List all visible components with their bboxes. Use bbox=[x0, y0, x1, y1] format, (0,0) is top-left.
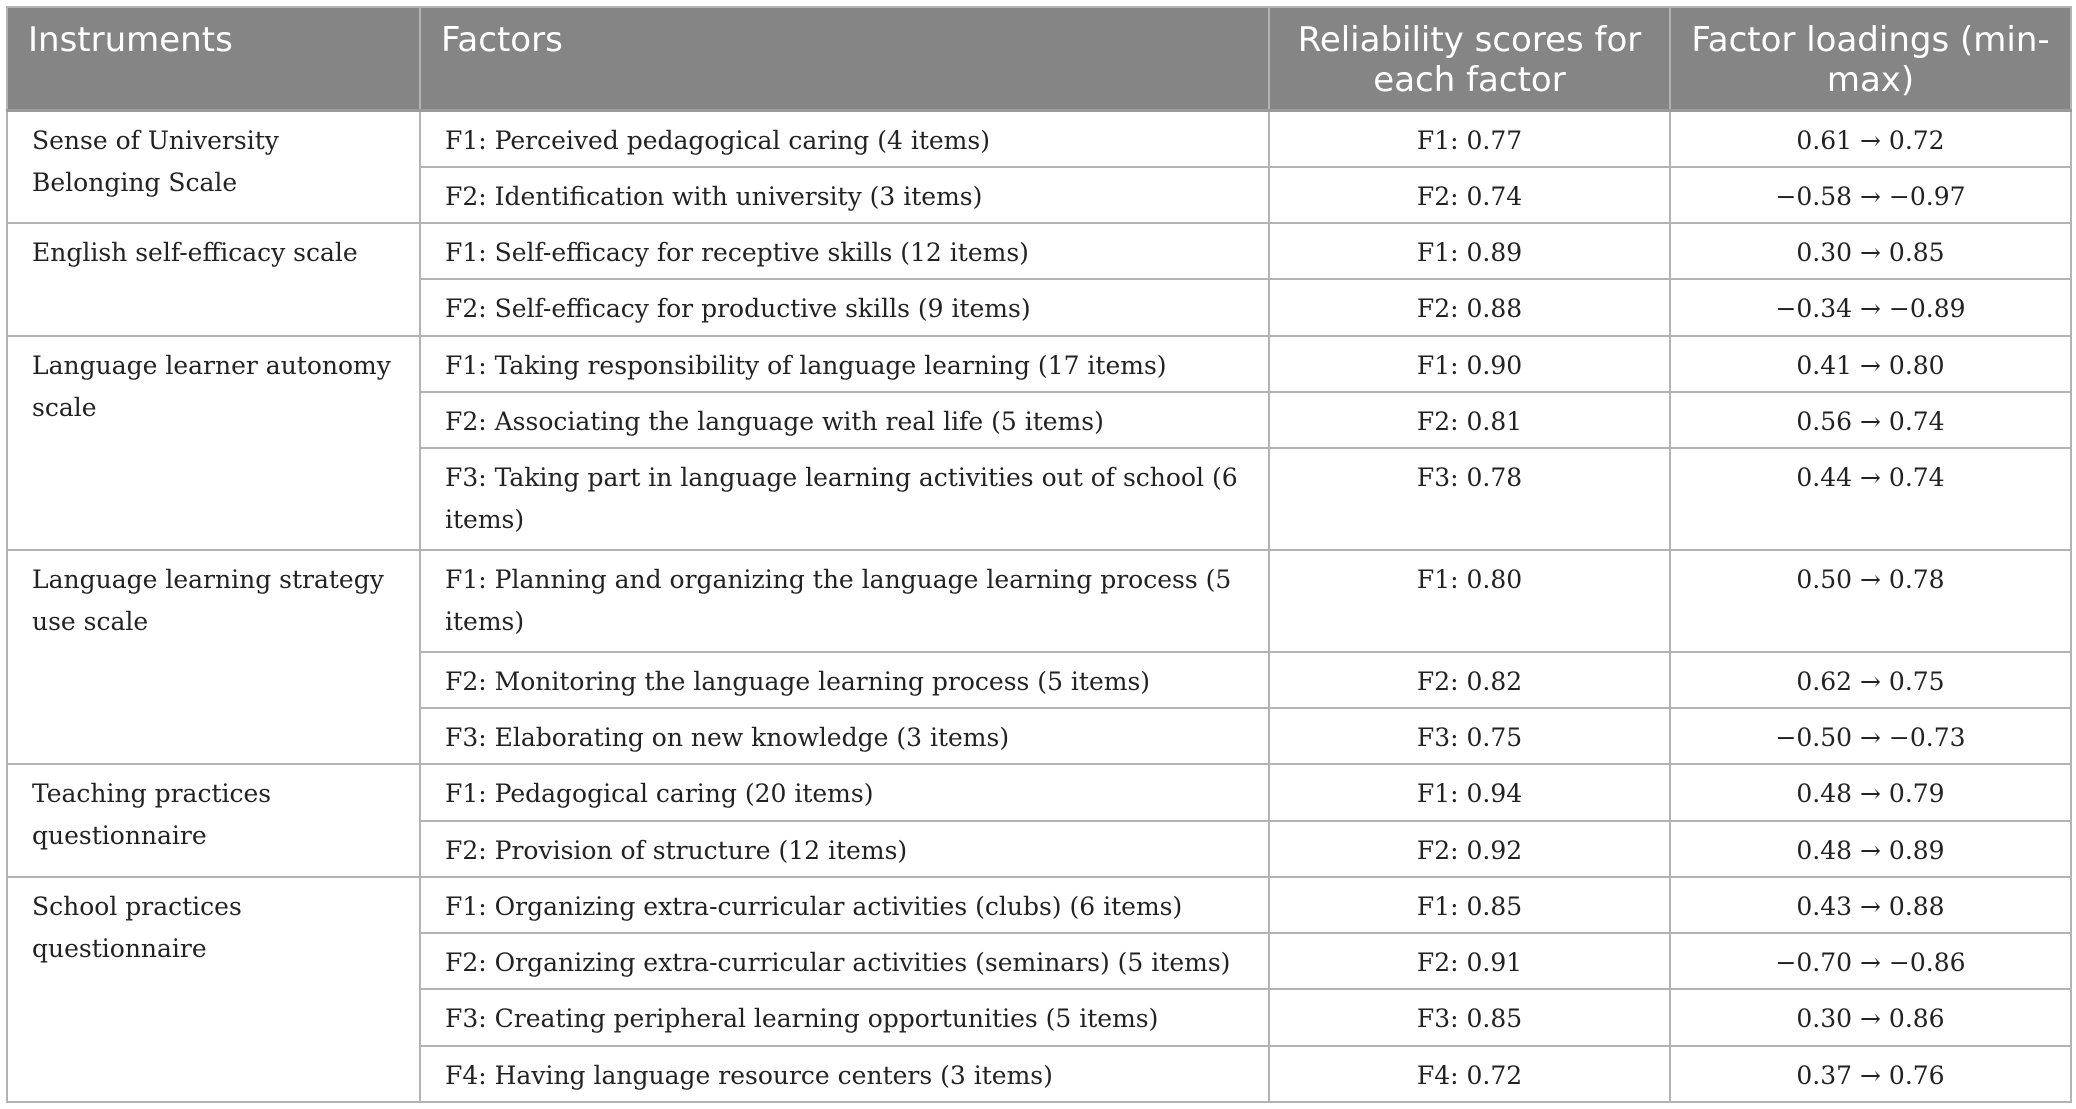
factor-cell: F1: Planning and organizing the language learning process (5 items) bbox=[420, 550, 1269, 652]
factor-cell: F1: Taking responsibility of language learning (17 items) bbox=[420, 336, 1269, 392]
reliability-cell: F2: 0.88 bbox=[1269, 279, 1670, 335]
reliability-cell: F1: 0.85 bbox=[1269, 877, 1670, 933]
reliability-cell: F2: 0.74 bbox=[1269, 167, 1670, 223]
reliability-cell: F1: 0.90 bbox=[1269, 336, 1670, 392]
reliability-cell: F1: 0.89 bbox=[1269, 223, 1670, 279]
loading-cell: 0.48 → 0.79 bbox=[1670, 764, 2071, 820]
loading-cell: −0.70 → −0.86 bbox=[1670, 933, 2071, 989]
reliability-cell: F2: 0.92 bbox=[1269, 821, 1670, 877]
table-row bbox=[7, 550, 2071, 652]
table-row bbox=[7, 223, 2071, 279]
factor-cell: F2: Monitoring the language learning process (5 items) bbox=[420, 652, 1269, 708]
loading-cell: −0.58 → −0.97 bbox=[1670, 167, 2071, 223]
loading-cell: 0.30 → 0.86 bbox=[1670, 989, 2071, 1045]
factor-cell: F1: Perceived pedagogical caring (4 items) bbox=[420, 110, 1269, 167]
header-loadings: Factor loadings (min-max) bbox=[1670, 7, 2071, 110]
loading-cell: 0.48 → 0.89 bbox=[1670, 821, 2071, 877]
factor-cell: F2: Provision of structure (12 items) bbox=[420, 821, 1269, 877]
factor-cell: F2: Self-efficacy for productive skills (9 items) bbox=[420, 279, 1269, 335]
header-reliability: Reliability scores for each factor bbox=[1269, 7, 1670, 110]
loading-cell: −0.34 → −0.89 bbox=[1670, 279, 2071, 335]
loading-cell: 0.37 → 0.76 bbox=[1670, 1046, 2071, 1102]
header-row bbox=[7, 7, 2071, 110]
factor-cell: F3: Creating peripheral learning opportunities (5 items) bbox=[420, 989, 1269, 1045]
instrument-name: Language learner autonomy scale bbox=[7, 336, 420, 550]
instruments-table bbox=[6, 6, 2072, 1103]
loading-cell: 0.62 → 0.75 bbox=[1670, 652, 2071, 708]
instrument-name: Sense of University Belonging Scale bbox=[7, 110, 420, 223]
instrument-name: School practices questionnaire bbox=[7, 877, 420, 1102]
loading-cell: 0.56 → 0.74 bbox=[1670, 392, 2071, 448]
table-row bbox=[7, 336, 2071, 392]
loading-cell: 0.41 → 0.80 bbox=[1670, 336, 2071, 392]
loading-cell: 0.43 → 0.88 bbox=[1670, 877, 2071, 933]
loading-cell: 0.61 → 0.72 bbox=[1670, 110, 2071, 167]
instrument-name: Language learning strategy use scale bbox=[7, 550, 420, 764]
instrument-name: Teaching practices questionnaire bbox=[7, 764, 420, 877]
factor-cell: F2: Organizing extra-curricular activities (seminars) (5 items) bbox=[420, 933, 1269, 989]
reliability-cell: F1: 0.80 bbox=[1269, 550, 1670, 652]
table-row bbox=[7, 877, 2071, 933]
table-row bbox=[7, 110, 2071, 167]
header-factors: Factors bbox=[420, 7, 1269, 110]
reliability-cell: F1: 0.94 bbox=[1269, 764, 1670, 820]
factor-cell: F1: Pedagogical caring (20 items) bbox=[420, 764, 1269, 820]
factor-cell: F2: Identification with university (3 items) bbox=[420, 167, 1269, 223]
loading-cell: 0.30 → 0.85 bbox=[1670, 223, 2071, 279]
reliability-cell: F4: 0.72 bbox=[1269, 1046, 1670, 1102]
factor-cell: F1: Organizing extra-curricular activities (clubs) (6 items) bbox=[420, 877, 1269, 933]
reliability-cell: F2: 0.82 bbox=[1269, 652, 1670, 708]
reliability-cell: F3: 0.78 bbox=[1269, 448, 1670, 550]
loading-cell: −0.50 → −0.73 bbox=[1670, 708, 2071, 764]
reliability-cell: F3: 0.85 bbox=[1269, 989, 1670, 1045]
factor-cell: F4: Having language resource centers (3 items) bbox=[420, 1046, 1269, 1102]
reliability-cell: F2: 0.81 bbox=[1269, 392, 1670, 448]
factor-cell: F3: Elaborating on new knowledge (3 items) bbox=[420, 708, 1269, 764]
factor-cell: F2: Associating the language with real life (5 items) bbox=[420, 392, 1269, 448]
loading-cell: 0.50 → 0.78 bbox=[1670, 550, 2071, 652]
reliability-cell: F3: 0.75 bbox=[1269, 708, 1670, 764]
table-row bbox=[7, 764, 2071, 820]
reliability-cell: F2: 0.91 bbox=[1269, 933, 1670, 989]
factor-cell: F1: Self-efficacy for receptive skills (12 items) bbox=[420, 223, 1269, 279]
factor-cell: F3: Taking part in language learning activities out of school (6 items) bbox=[420, 448, 1269, 550]
instrument-name: English self-efficacy scale bbox=[7, 223, 420, 336]
header-instruments: Instruments bbox=[7, 7, 420, 110]
reliability-cell: F1: 0.77 bbox=[1269, 110, 1670, 167]
loading-cell: 0.44 → 0.74 bbox=[1670, 448, 2071, 550]
